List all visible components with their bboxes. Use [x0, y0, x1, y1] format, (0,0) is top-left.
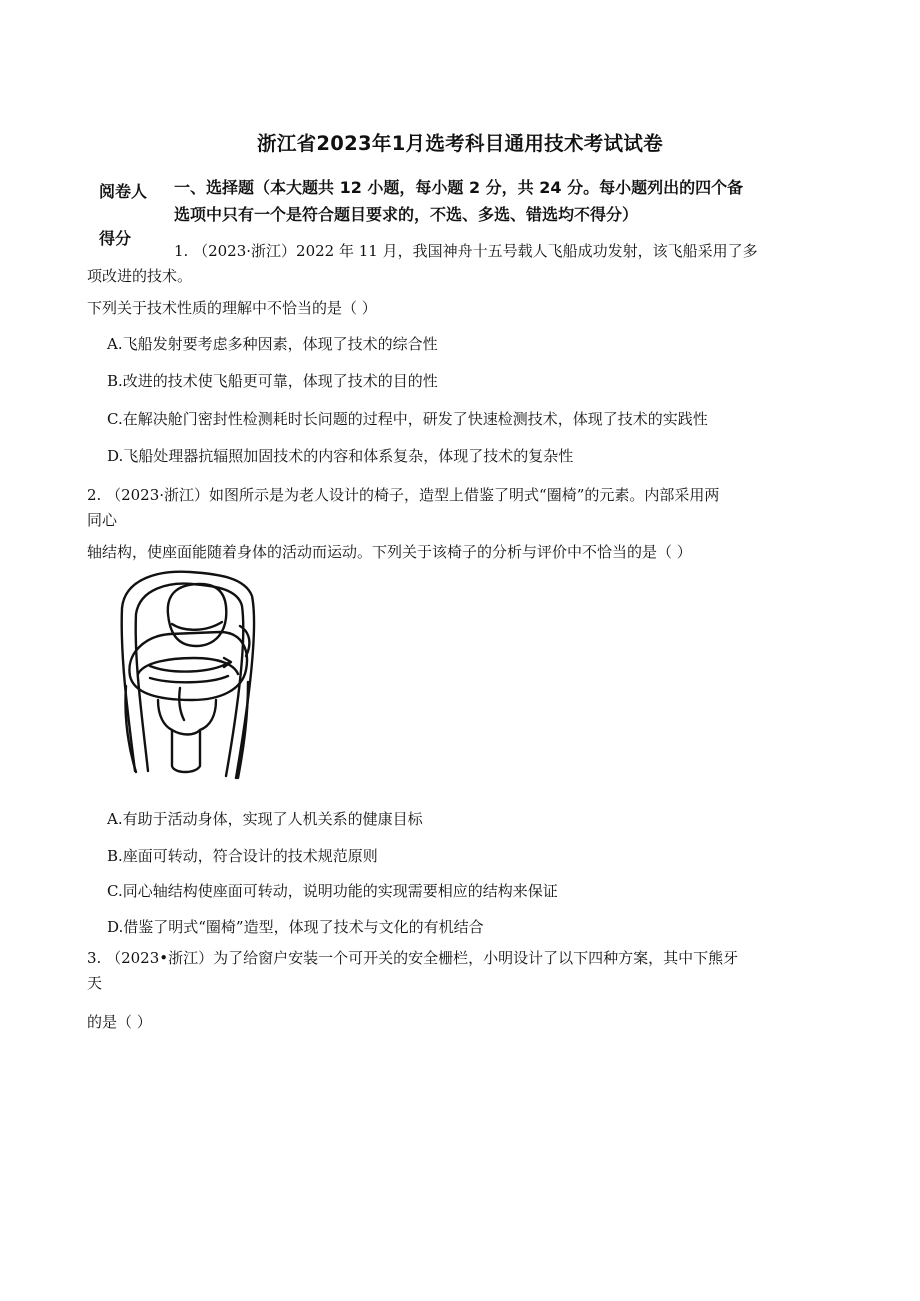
q2-stem-line-2: 同心 — [87, 511, 118, 529]
q3-stem-line-1: 3. （2023•浙江）为了给窗户安装一个可开关的安全栅栏，小明设计了以下四种方案，其中下熊牙 — [87, 949, 739, 967]
q2-option-b: B.座面可转动，符合设计的技术规范原则 — [107, 847, 378, 865]
q1-stem-line-3: 下列关于技术性质的理解中不恰当的是（ ） — [87, 299, 377, 317]
q1-stem-line-2: 项改进的技术。 — [87, 267, 193, 285]
q1-option-c: C.在解决舱门密封性检测耗时长问题的过程中，研发了快速检测技术，体现了技术的实践性 — [107, 410, 708, 428]
q3-stem-line-2: 天 — [87, 974, 103, 992]
section-heading-line-2: 选项中只有一个是符合题目要求的，不选、多选、错选均不得分） — [174, 205, 639, 224]
q1-option-d: D.飞船处理器抗辐照加固技术的内容和体系复杂，体现了技术的复杂性 — [107, 447, 574, 465]
q2-option-d: D.借鉴了明式“圈椅”造型，体现了技术与文化的有机结合 — [107, 918, 484, 936]
q2-option-a: A.有助于活动身体，实现了人机关系的健康目标 — [107, 810, 423, 828]
section-heading-line-1: 一、选择题（本大题共 12 小题，每小题 2 分，共 24 分。每小题列出的四个备 — [174, 178, 744, 197]
score-label: 得分 — [99, 229, 132, 248]
chair-illustration — [100, 566, 270, 792]
q2-option-c: C.同心轴结构使座面可转动，说明功能的实现需要相应的结构来保证 — [107, 882, 558, 900]
q2-stem-line-1: 2. （2023·浙江）如图所示是为老人设计的椅子，造型上借鉴了明式“圈椅”的元素。内部采用两 — [87, 486, 720, 504]
q2-stem-line-3: 轴结构，使座面能随着身体的活动而运动。下列关于该椅子的分析与评价中不恰当的是（ ） — [87, 543, 692, 561]
q1-stem-line-1: 1. （2023·浙江）2022 年 11 月，我国神舟十五号载人飞船成功发射，该飞船采用了多 — [174, 242, 758, 260]
q1-option-b: B.改进的技术使飞船更可靠，体现了技术的目的性 — [107, 372, 438, 390]
page-title: 浙江省2023年1月选考科目通用技术考试试卷 — [257, 132, 663, 155]
reviewer-label: 阅卷人 — [99, 182, 148, 201]
q3-stem-line-3: 的是（ ） — [87, 1013, 152, 1031]
q1-option-a: A.飞船发射要考虑多种因素，体现了技术的综合性 — [107, 335, 438, 353]
